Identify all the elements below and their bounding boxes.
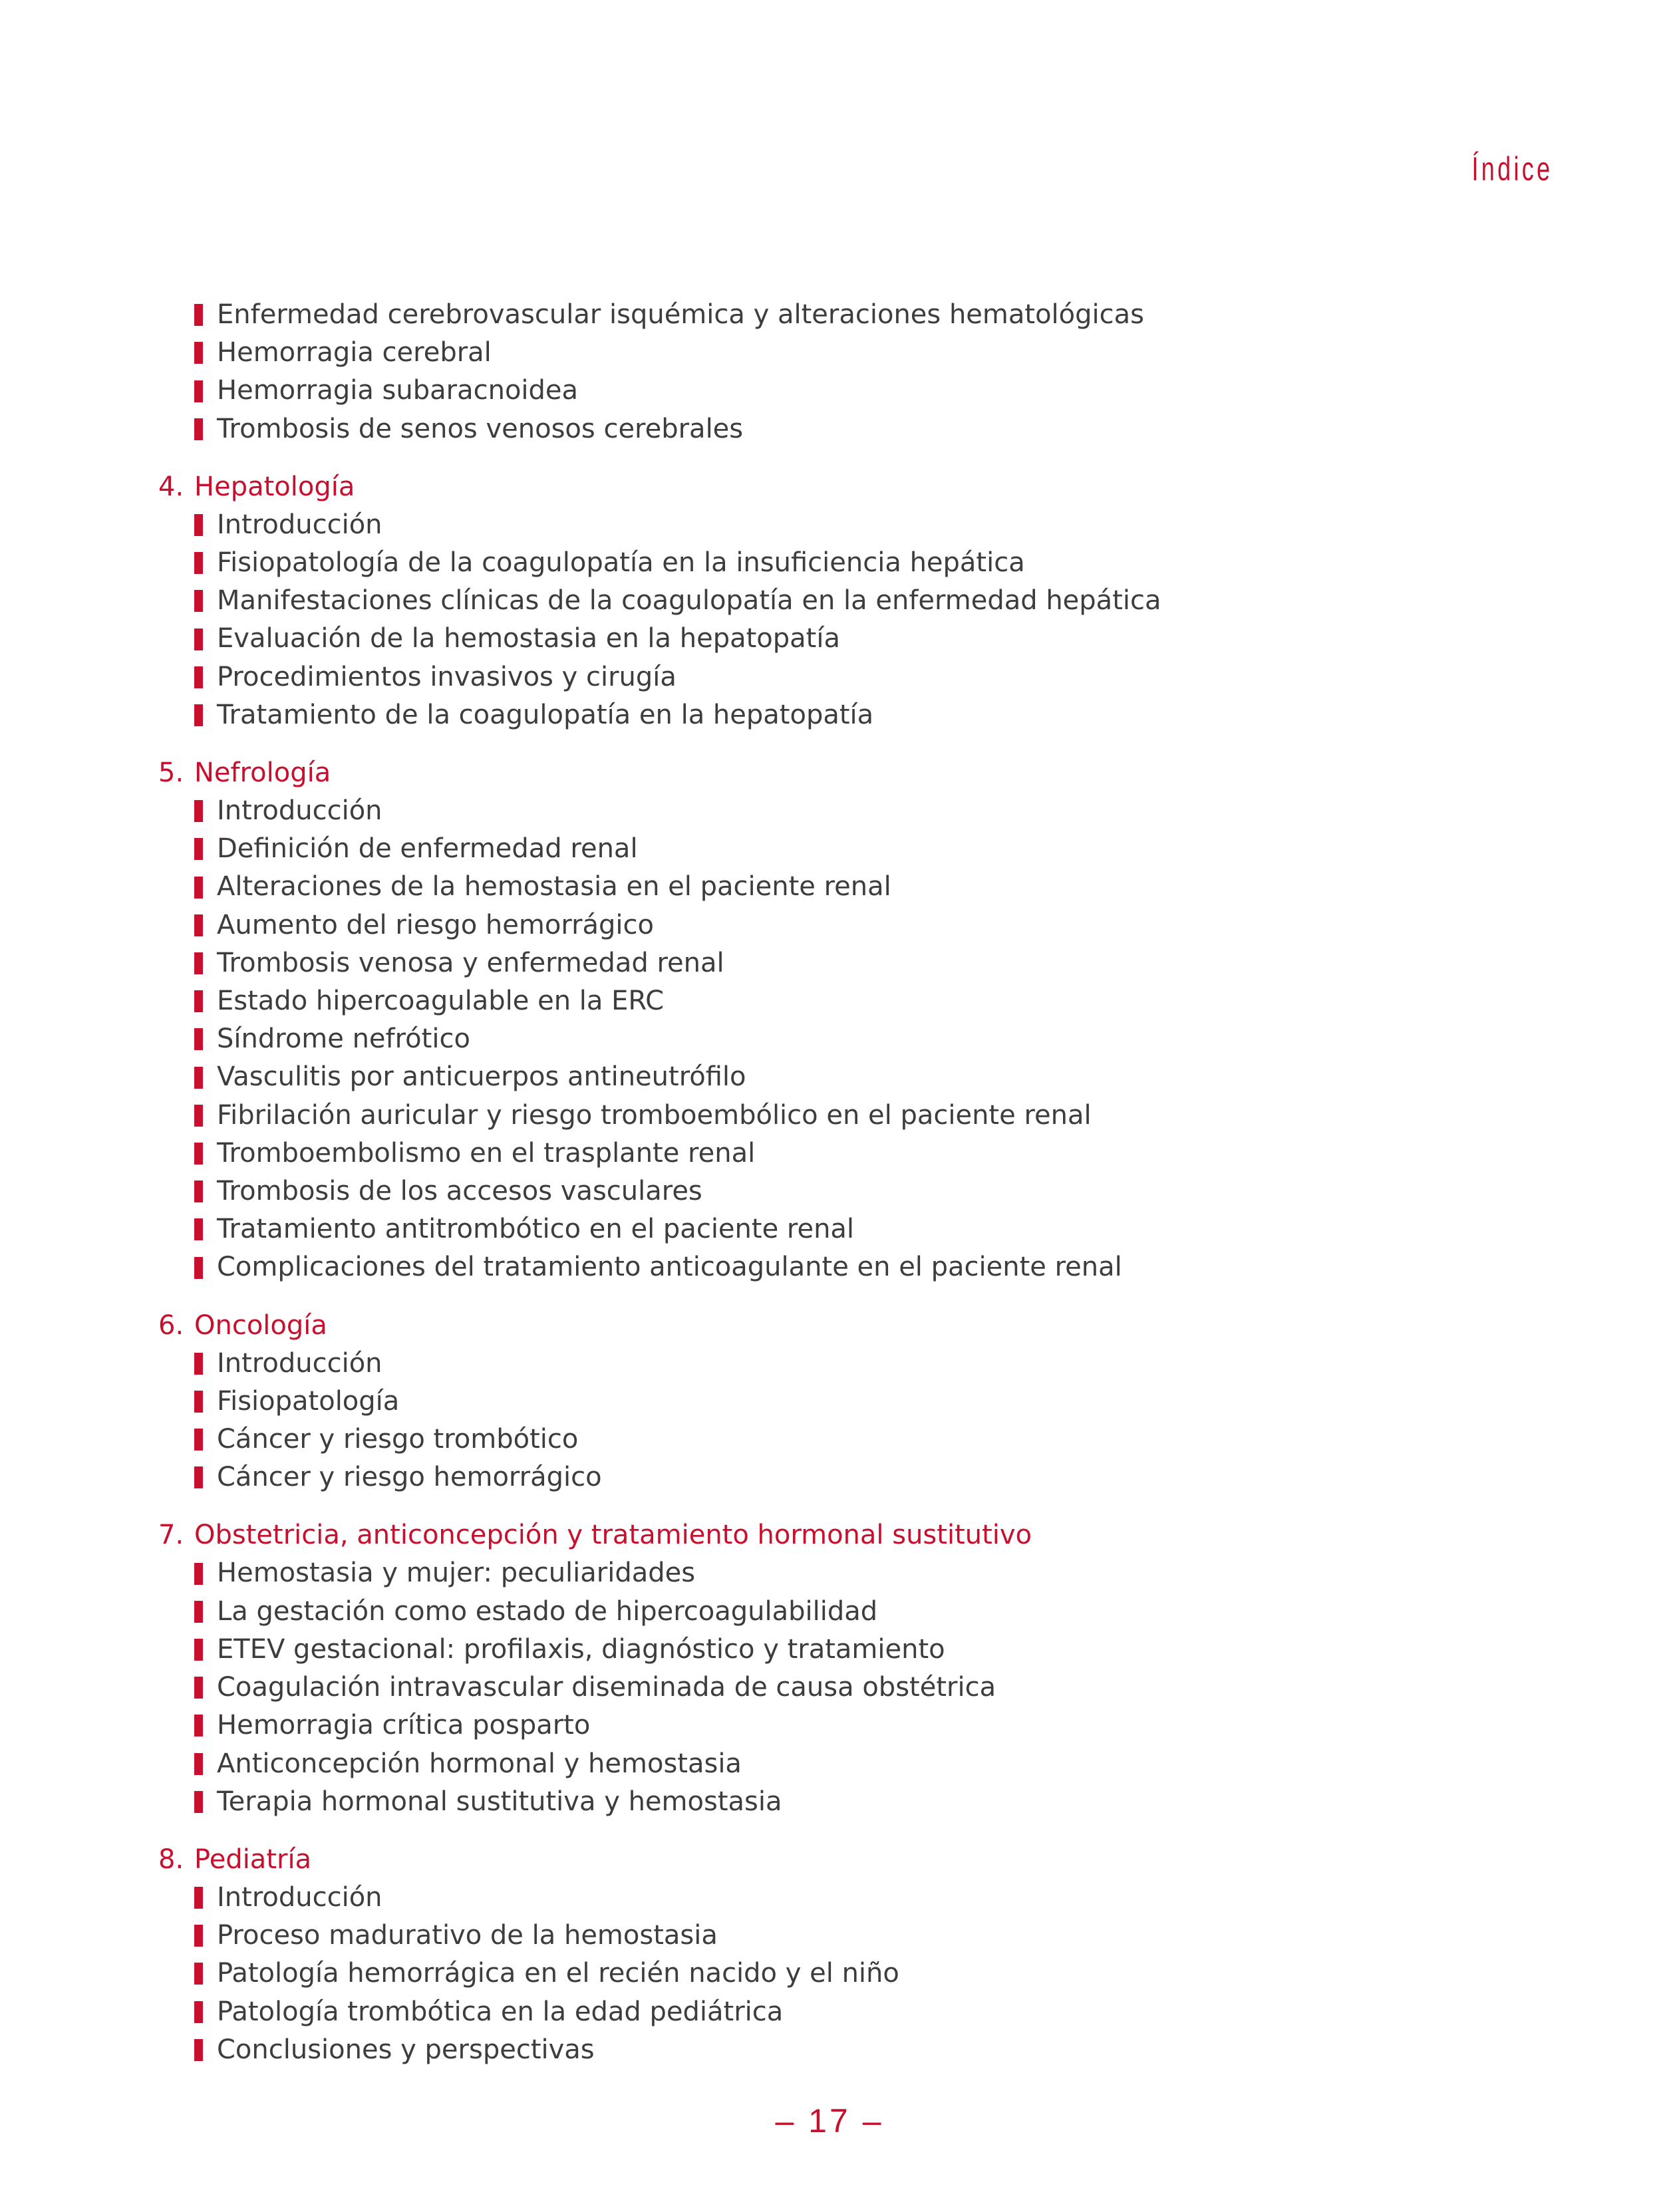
section-number: 7. (158, 1520, 184, 1551)
section-item-list (158, 1345, 1555, 1497)
toc-item-label: Trombosis venosa y enfermedad renal (217, 947, 724, 978)
toc-item[interactable] (194, 830, 1555, 868)
section-item-list (158, 296, 1555, 448)
toc-item-label: Proceso madurativo de la hemostasia (217, 1920, 718, 1951)
toc-item[interactable] (194, 1210, 1555, 1248)
toc-item-label: Introducción (217, 1881, 382, 1913)
bullet-marker-icon (194, 304, 203, 326)
toc-item[interactable] (194, 582, 1555, 620)
bullet-marker-icon (194, 1963, 203, 1985)
bullet-marker-icon (194, 514, 203, 536)
toc-item[interactable] (194, 296, 1555, 334)
bullet-marker-icon (194, 1391, 203, 1413)
toc-item[interactable] (194, 1097, 1555, 1135)
bullet-marker-icon (194, 914, 203, 936)
toc-item[interactable] (194, 1135, 1555, 1173)
toc-item-label: Alteraciones de la hemostasia en el paciente renal (217, 871, 891, 902)
bullet-marker-icon (194, 628, 203, 650)
toc-item[interactable] (194, 1707, 1555, 1744)
bullet-marker-icon (194, 1753, 203, 1775)
section-title: Nefrología (194, 758, 331, 789)
toc-item-label: Introducción (217, 509, 382, 540)
bullet-marker-icon (194, 1466, 203, 1488)
section-heading[interactable] (158, 468, 1555, 506)
toc-item-label: Terapia hormonal sustitutiva y hemostasia (217, 1786, 782, 1817)
toc-item-label: Introducción (217, 795, 382, 827)
toc-item-label: Hemostasia y mujer: peculiaridades (217, 1558, 696, 1589)
bullet-marker-icon (194, 1105, 203, 1127)
bullet-marker-icon (194, 1715, 203, 1736)
toc-item-label: Patología hemorrágica en el recién nacido y el niño (217, 1958, 899, 1989)
toc-item[interactable] (194, 1993, 1555, 2031)
toc-item-label: Patología trombótica en la edad pediátrica (217, 1996, 784, 2027)
bullet-marker-icon (194, 1601, 203, 1623)
bullet-marker-icon (194, 1791, 203, 1813)
toc-item[interactable] (194, 410, 1555, 448)
section-item-list (158, 792, 1555, 1287)
toc-item[interactable] (194, 1554, 1555, 1592)
toc-item-label: Fisiopatología (217, 1385, 400, 1417)
toc-item[interactable] (194, 792, 1555, 830)
toc-item[interactable] (194, 334, 1555, 372)
toc-item[interactable] (194, 1745, 1555, 1783)
bullet-marker-icon (194, 1925, 203, 1947)
toc-section (158, 296, 1555, 448)
bullet-marker-icon (194, 666, 203, 688)
toc-section (158, 754, 1555, 1287)
section-number: 6. (158, 1310, 184, 1341)
section-heading[interactable] (158, 1516, 1555, 1554)
bullet-marker-icon (194, 552, 203, 574)
bullet-marker-icon (194, 990, 203, 1012)
toc-item-label: Conclusiones y perspectivas (217, 2034, 595, 2065)
section-number: 8. (158, 1844, 184, 1875)
section-title: Hepatología (194, 471, 355, 502)
toc-item-label: Cáncer y riesgo hemorrágico (217, 1462, 602, 1493)
toc-item-label: Introducción (217, 1347, 382, 1379)
bullet-marker-icon (194, 1067, 203, 1089)
toc-item-label: Aumento del riesgo hemorrágico (217, 909, 654, 940)
toc-item[interactable] (194, 1248, 1555, 1286)
toc-item-label: Tratamiento de la coagulopatía en la hepatopatía (217, 699, 874, 730)
bullet-marker-icon (194, 1180, 203, 1202)
toc-section (158, 1841, 1555, 2069)
bullet-marker-icon (194, 1028, 203, 1050)
toc-item[interactable] (194, 1879, 1555, 1917)
toc-item-label: Trombosis de senos venosos cerebrales (217, 413, 744, 444)
toc-item-label: ETEV gestacional: profilaxis, diagnóstico y tratamiento (217, 1633, 945, 1665)
section-title: Oncología (194, 1310, 327, 1341)
toc-item[interactable] (194, 1421, 1555, 1458)
section-title: Obstetricia, anticoncepción y tratamiento hormonal sustitutivo (194, 1520, 1032, 1551)
toc-item[interactable] (194, 1783, 1555, 1821)
toc-section (158, 1516, 1555, 1820)
bullet-marker-icon (194, 877, 203, 899)
toc-item-label: Anticoncepción hormonal y hemostasia (217, 1748, 742, 1779)
toc-item-label: Procedimientos invasivos y cirugía (217, 661, 677, 692)
bullet-marker-icon (194, 1143, 203, 1165)
toc-item[interactable] (194, 868, 1555, 906)
toc-item[interactable] (194, 2031, 1555, 2069)
page-number: – 17 – (775, 2102, 884, 2140)
section-item-list (158, 1554, 1555, 1820)
toc-item[interactable] (194, 982, 1555, 1020)
bullet-marker-icon (194, 952, 203, 974)
toc-item-label: Tratamiento antitrombótico en el paciente renal (217, 1214, 855, 1245)
toc-item-label: Vasculitis por anticuerpos antineutrófilo (217, 1061, 746, 1093)
section-heading[interactable] (158, 1841, 1555, 1879)
toc-item[interactable] (194, 1593, 1555, 1631)
bullet-marker-icon (194, 590, 203, 612)
toc-item[interactable] (194, 696, 1555, 734)
toc-item[interactable] (194, 372, 1555, 410)
bullet-marker-icon (194, 1677, 203, 1699)
toc-item[interactable] (194, 506, 1555, 544)
bullet-marker-icon (194, 838, 203, 860)
bullet-marker-icon (194, 1257, 203, 1279)
page-header-title: Índice (1471, 150, 1553, 188)
toc-item-label: Enfermedad cerebrovascular isquémica y alteraciones hematológicas (217, 299, 1144, 330)
toc-item-label: Coagulación intravascular diseminada de causa obstétrica (217, 1672, 996, 1703)
toc-item-label: Complicaciones del tratamiento anticoagulante en el paciente renal (217, 1252, 1122, 1283)
toc-item[interactable] (194, 1631, 1555, 1669)
section-number: 5. (158, 758, 184, 789)
bullet-marker-icon (194, 2039, 203, 2061)
toc-item[interactable] (194, 1345, 1555, 1383)
bullet-marker-icon (194, 418, 203, 440)
toc-item[interactable] (194, 1020, 1555, 1058)
section-number: 4. (158, 471, 184, 502)
bullet-marker-icon (194, 1887, 203, 1909)
toc-item[interactable] (194, 1173, 1555, 1210)
toc-item-label: Hemorragia cerebral (217, 337, 492, 368)
toc-item[interactable] (194, 620, 1555, 658)
toc-section (158, 468, 1555, 734)
toc-item[interactable] (194, 906, 1555, 944)
toc-item-label: Cáncer y riesgo trombótico (217, 1424, 579, 1455)
toc-item-label: Tromboembolismo en el trasplante renal (217, 1137, 756, 1169)
toc-item[interactable] (194, 544, 1555, 582)
section-item-list (158, 506, 1555, 734)
toc-item-label: Definición de enfermedad renal (217, 833, 638, 865)
bullet-marker-icon (194, 1429, 203, 1451)
bullet-marker-icon (194, 1353, 203, 1375)
bullet-marker-icon (194, 2001, 203, 2023)
toc-item[interactable] (194, 1955, 1555, 1993)
bullet-marker-icon (194, 380, 203, 402)
table-of-contents (158, 296, 1555, 2089)
toc-section (158, 1307, 1555, 1497)
toc-item[interactable] (194, 1669, 1555, 1707)
section-heading[interactable] (158, 754, 1555, 792)
bullet-marker-icon (194, 1639, 203, 1661)
bullet-marker-icon (194, 704, 203, 726)
toc-item[interactable] (194, 1058, 1555, 1096)
section-title: Pediatría (194, 1844, 312, 1875)
toc-item[interactable] (194, 944, 1555, 982)
bullet-marker-icon (194, 800, 203, 822)
toc-item-label: La gestación como estado de hipercoagulabilidad (217, 1595, 878, 1627)
bullet-marker-icon (194, 1563, 203, 1585)
toc-item-label: Trombosis de los accesos vasculares (217, 1176, 702, 1207)
toc-item-label: Hemorragia subaracnoidea (217, 375, 579, 406)
section-item-list (158, 1879, 1555, 2069)
toc-item-label: Evaluación de la hemostasia en la hepatopatía (217, 623, 840, 654)
toc-item-label: Hemorragia crítica posparto (217, 1710, 591, 1741)
toc-item-label: Fisiopatología de la coagulopatía en la insuficiencia hepática (217, 547, 1025, 579)
toc-item[interactable] (194, 1383, 1555, 1421)
toc-item[interactable] (194, 1917, 1555, 1955)
toc-item[interactable] (194, 1458, 1555, 1496)
section-heading[interactable] (158, 1307, 1555, 1345)
toc-item-label: Fibrilación auricular y riesgo tromboembólico en el paciente renal (217, 1099, 1092, 1131)
bullet-marker-icon (194, 1218, 203, 1240)
toc-item-label: Síndrome nefrótico (217, 1024, 470, 1055)
toc-item[interactable] (194, 658, 1555, 696)
bullet-marker-icon (194, 342, 203, 364)
toc-item-label: Estado hipercoagulable en la ERC (217, 986, 665, 1017)
toc-item-label: Manifestaciones clínicas de la coagulopatía en la enfermedad hepática (217, 585, 1161, 617)
